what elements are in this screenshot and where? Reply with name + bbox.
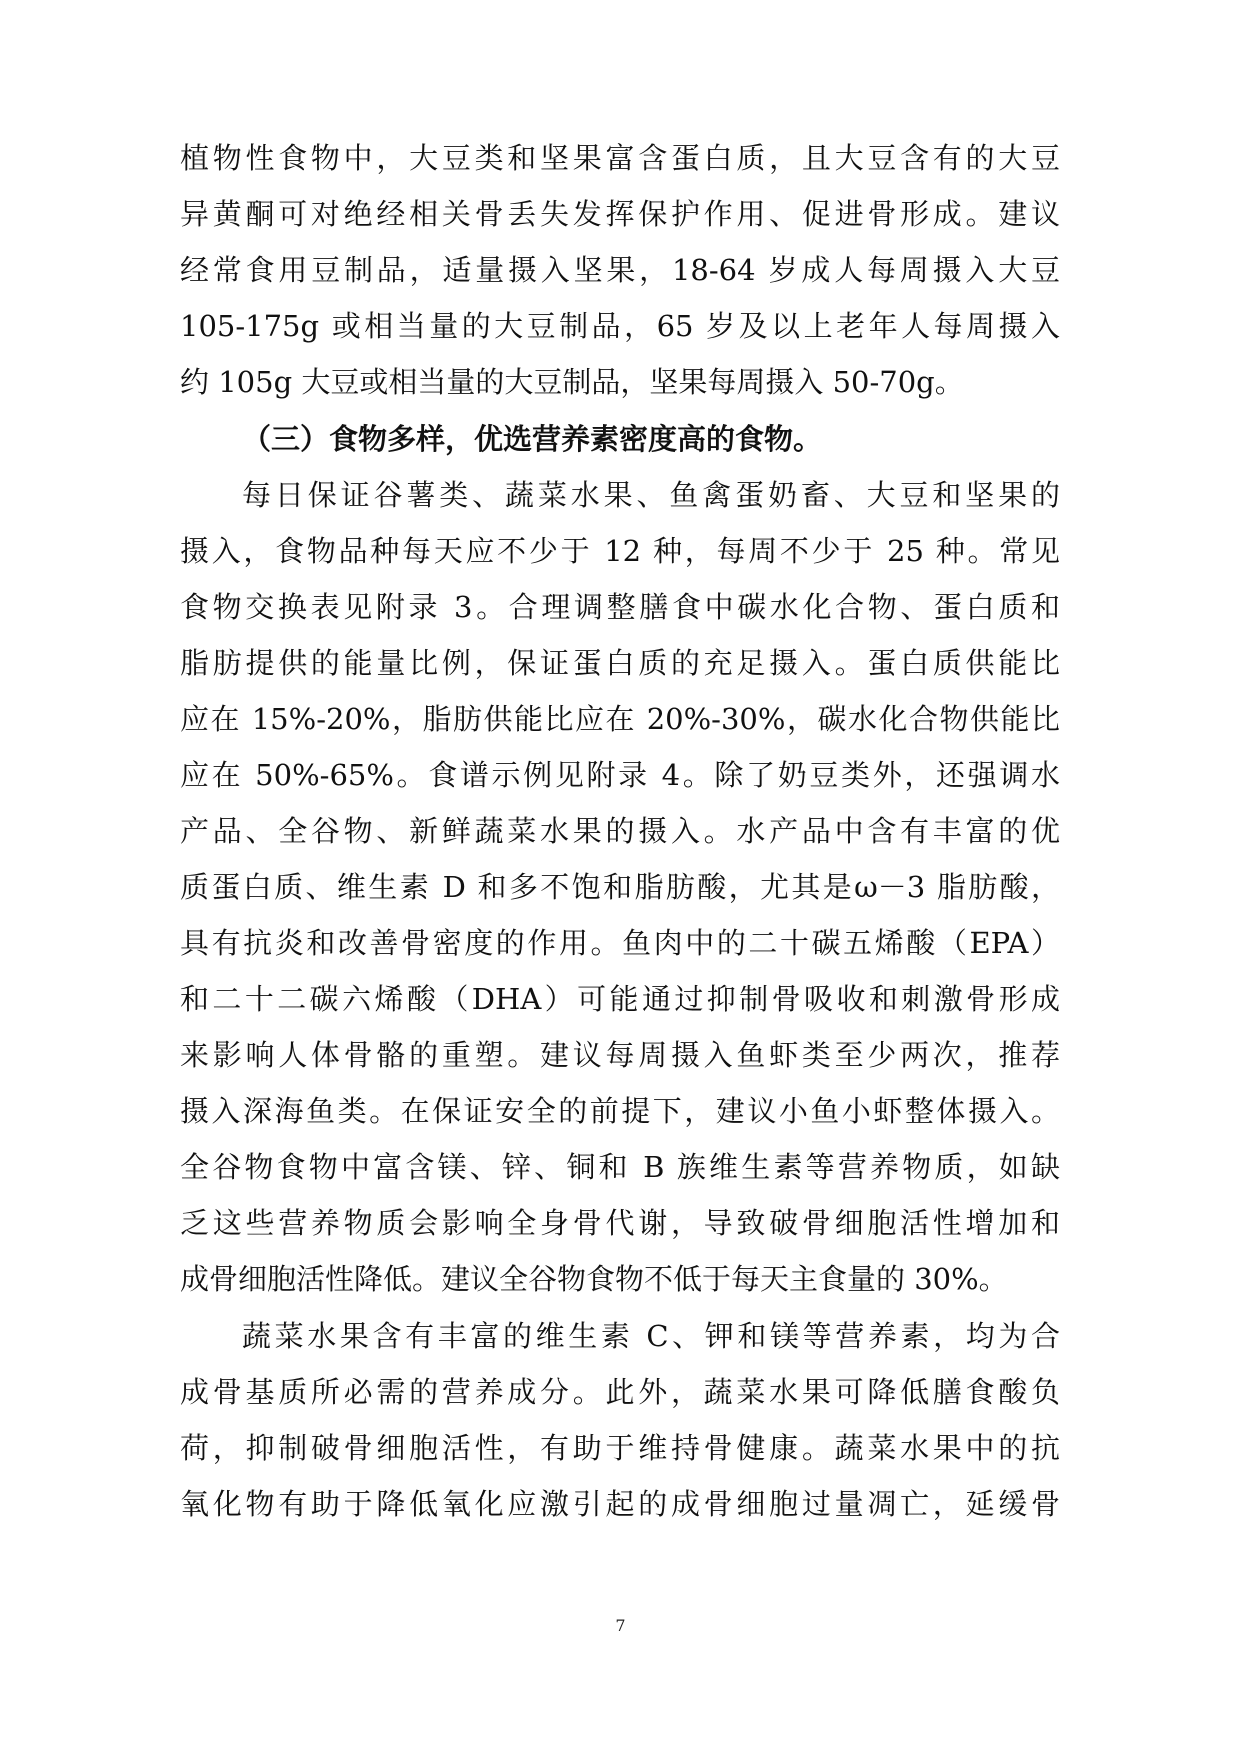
body-text-line: 应在 15%-20%，脂肪供能比应在 20%-30%，碳水化合物供能比 (180, 702, 1060, 736)
body-text-line: 摄入，食物品种每天应不少于 12 种，每周不少于 25 种。常见 (180, 534, 1060, 568)
section-heading: （三）食物多样，优选营养素密度高的食物。 (242, 422, 823, 456)
body-text-line: 植物性食物中，大豆类和坚果富含蛋白质，且大豆含有的大豆 (180, 141, 1060, 175)
body-text-line: 产品、全谷物、新鲜蔬菜水果的摄入。水产品中含有丰富的优 (180, 814, 1060, 848)
body-text-line: 和二十二碳六烯酸（DHA）可能通过抑制骨吸收和刺激骨形成 (180, 982, 1060, 1016)
body-text-line: 质蛋白质、维生素 D 和多不饱和脂肪酸，尤其是ω－3 脂肪酸， (180, 870, 1060, 904)
body-text-line: 食物交换表见附录 3。合理调整膳食中碳水化合物、蛋白质和 (180, 590, 1060, 624)
body-text-line: 蔬菜水果含有丰富的维生素 C、钾和镁等营养素，均为合 (242, 1319, 1060, 1353)
body-text-line: 脂肪提供的能量比例，保证蛋白质的充足摄入。蛋白质供能比 (180, 646, 1060, 680)
body-text-line: 成骨基质所必需的营养成分。此外，蔬菜水果可降低膳食酸负 (180, 1375, 1060, 1409)
body-text-line: 全谷物食物中富含镁、锌、铜和 B 族维生素等营养物质，如缺 (180, 1150, 1060, 1184)
body-text-line: 氧化物有助于降低氧化应激引起的成骨细胞过量凋亡，延缓骨 (180, 1487, 1060, 1521)
page-number: 7 (615, 1616, 626, 1635)
body-text-line: 异黄酮可对绝经相关骨丢失发挥保护作用、促进骨形成。建议 (180, 197, 1060, 231)
body-text-line: 经常食用豆制品，适量摄入坚果，18-64 岁成人每周摄入大豆 (180, 253, 1060, 287)
body-text-line: 105-175g 或相当量的大豆制品，65 岁及以上老年人每周摄入 (180, 309, 1060, 343)
body-text-line: 具有抗炎和改善骨密度的作用。鱼肉中的二十碳五烯酸（EPA） (180, 926, 1060, 960)
body-text-line: 成骨细胞活性降低。建议全谷物食物不低于每天主食量的 30%。 (180, 1262, 1008, 1296)
body-text-line: 摄入深海鱼类。在保证安全的前提下，建议小鱼小虾整体摄入。 (180, 1094, 1060, 1128)
body-text-line: 来影响人体骨骼的重塑。建议每周摄入鱼虾类至少两次，推荐 (180, 1038, 1060, 1072)
body-text-line: 每日保证谷薯类、蔬菜水果、鱼禽蛋奶畜、大豆和坚果的 (242, 478, 1060, 512)
body-text-line: 乏这些营养物质会影响全身骨代谢，导致破骨细胞活性增加和 (180, 1206, 1060, 1240)
body-text-line: 应在 50%-65%。食谱示例见附录 4。除了奶豆类外，还强调水 (180, 758, 1060, 792)
body-text-line: 荷，抑制破骨细胞活性，有助于维持骨健康。蔬菜水果中的抗 (180, 1431, 1060, 1465)
body-text-line: 约 105g 大豆或相当量的大豆制品，坚果每周摄入 50-70g。 (180, 365, 964, 399)
